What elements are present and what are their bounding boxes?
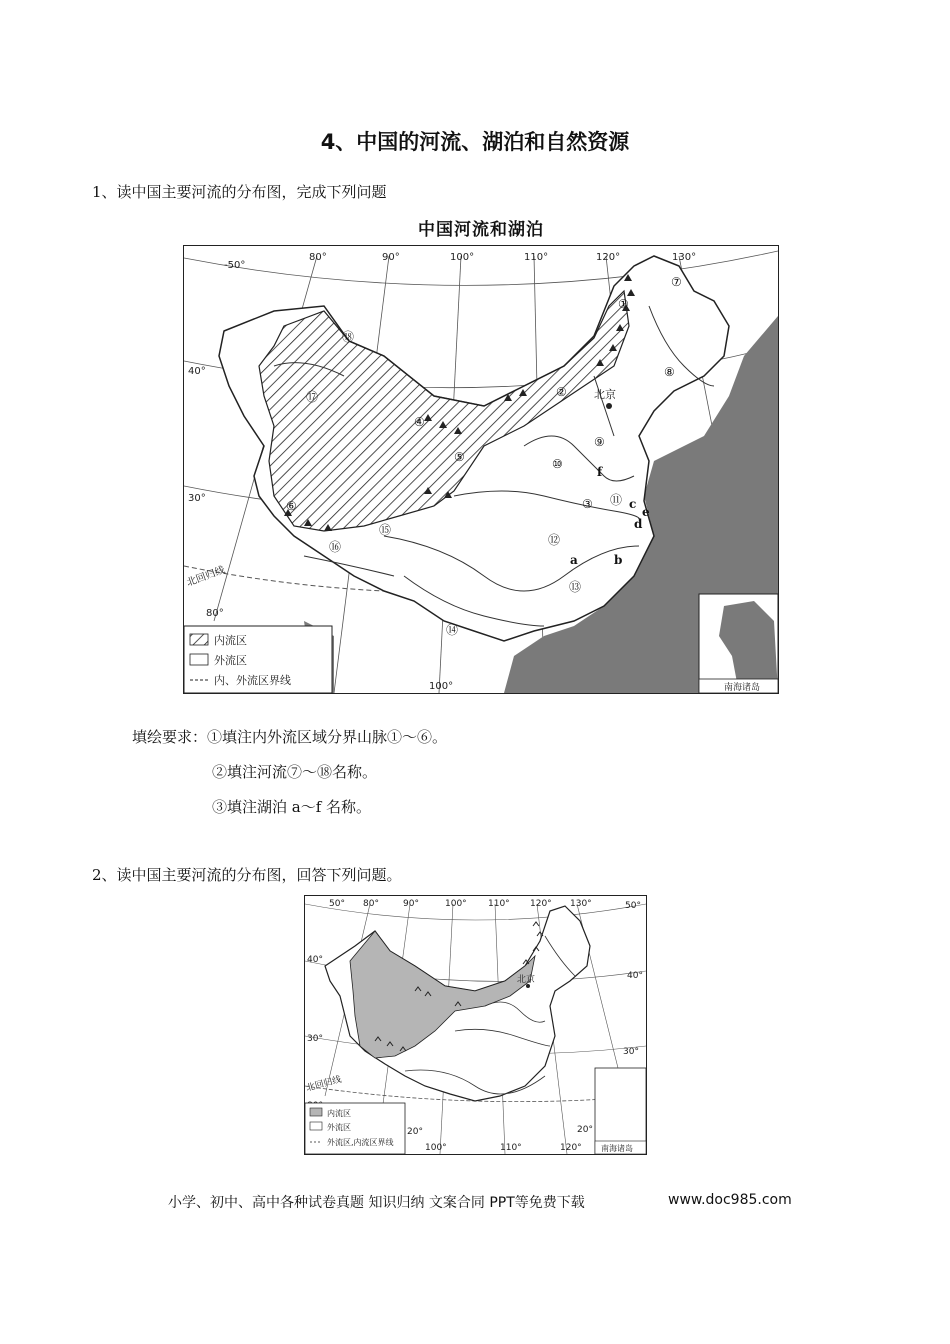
- page-title: 4、中国的河流、湖泊和自然资源: [320, 130, 630, 154]
- map-1-mark: ⑰: [306, 390, 319, 404]
- map-1-mark: ⑦: [671, 275, 682, 289]
- map-1-lake: f: [597, 465, 603, 479]
- map-2-lon-label: 110°: [500, 1143, 522, 1153]
- map-1-legend-boundary: 内、外流区界线: [214, 674, 291, 687]
- map-1-inset-label: 南海诸岛: [724, 683, 761, 693]
- question-2-text: 2、读中国主要河流的分布图，回答下列问题。: [92, 866, 402, 884]
- map-2-lat-label: 20°: [577, 1125, 593, 1135]
- map-1-mark: ⑧: [664, 365, 675, 379]
- map-1-mark: ⑯: [329, 540, 342, 554]
- requirement-item: ①填注内外流区域分界山脉①～⑥。: [207, 728, 448, 746]
- map-1-mark: ⑫: [548, 533, 561, 547]
- map-1-lon-label: 100°: [450, 252, 475, 263]
- map-2-lat-label: 40°: [627, 971, 643, 981]
- map-1-lon-label: 90°: [382, 252, 400, 263]
- map-1-mark: ⑱: [342, 330, 355, 344]
- map-1-lake: b: [614, 553, 623, 567]
- map-1-mark: ⑬: [569, 580, 582, 594]
- map-2-city-label: 北京: [517, 975, 536, 985]
- map-1-lon-label: 110°: [524, 252, 549, 263]
- map-1-mark: ⑩: [552, 457, 563, 471]
- map-2-lon-label: 100°: [445, 899, 467, 909]
- map-1-lat-label: 40°: [188, 366, 206, 377]
- map-1-mark: ⑥: [286, 499, 297, 513]
- map-2-lon-label: 110°: [488, 899, 510, 909]
- map-1-legend-outflow: 外流区: [214, 654, 247, 667]
- map-2-lat-label: 20°: [407, 1127, 423, 1137]
- map-1-mark: ③: [582, 497, 593, 511]
- map-1-lake: a: [570, 553, 578, 567]
- map-1-tropic-label: 北回归线: [185, 564, 227, 589]
- requirements-title: 填绘要求：: [132, 728, 208, 746]
- map-1-lon-label: 80°: [309, 252, 327, 263]
- map-1-mark: ⑤: [454, 450, 465, 464]
- map-1-lon-label: 100°: [429, 681, 454, 692]
- map-1-lat-label: -50°: [224, 260, 246, 271]
- map-2-lon-label: 100°: [425, 1143, 447, 1153]
- map-1: [183, 245, 779, 694]
- map-1-lat-label: 30°: [188, 493, 206, 504]
- map-2-lon-label: 90°: [403, 899, 419, 909]
- map-2-tropic-label: 北回归线: [305, 1074, 343, 1094]
- map-1-mark: ⑮: [379, 523, 392, 537]
- requirement-item: ②填注河流⑦～⑱名称。: [212, 763, 378, 781]
- map-1-drawing: [184, 246, 778, 693]
- map-1-lon-label: 120°: [596, 252, 621, 263]
- map-1-lon-label: 80°: [206, 608, 224, 619]
- map-1-city-label: 北京: [594, 388, 616, 401]
- map-2-lat-label: 50°: [329, 899, 345, 909]
- map-2-lon-label: 120°: [530, 899, 552, 909]
- map-2-lat-label: 30°: [623, 1047, 639, 1057]
- map-2-lon-label: 120°: [560, 1143, 582, 1153]
- map-1-lake: d: [634, 517, 643, 531]
- map-1-title: 中国河流和湖泊: [418, 220, 544, 240]
- map-1-mark: ④: [414, 415, 425, 429]
- map-2-lat-label: 40°: [307, 955, 323, 965]
- map-2-lon-label: 80°: [363, 899, 379, 909]
- map-1-legend-inland: 内流区: [214, 634, 247, 647]
- map-1-lake: c: [629, 497, 637, 511]
- map-1-lon-label: 130°: [672, 252, 697, 263]
- footer-text: 小学、初中、高中各种试卷真题 知识归纳 文案合同 PPT等免费下载: [168, 1195, 585, 1211]
- map-2-drawing: [305, 896, 646, 1154]
- map-2-lat-label: 50°: [625, 901, 641, 911]
- map-2-legend-inland: 内流区: [327, 1109, 351, 1118]
- map-2-legend-outflow: 外流区: [327, 1123, 351, 1132]
- map-2: [304, 895, 647, 1155]
- map-1-mark: ①: [618, 297, 629, 311]
- map-2-inset-label: 南海诸岛: [601, 1144, 633, 1153]
- question-1-text: 1、读中国主要河流的分布图，完成下列问题: [92, 183, 387, 201]
- map-1-lake: e: [642, 505, 650, 519]
- map-1-mark: ②: [556, 385, 567, 399]
- map-1-mark: ⑭: [446, 623, 459, 637]
- requirement-item: ③填注湖泊 a～f 名称。: [212, 798, 372, 816]
- map-1-mark: ⑪: [610, 493, 623, 507]
- map-2-lon-label: 130°: [570, 899, 592, 909]
- footer-url[interactable]: www.doc985.com: [668, 1192, 792, 1208]
- map-2-legend-boundary: 外流区,内流区界线: [327, 1138, 394, 1147]
- map-2-lat-label: 30°: [307, 1034, 323, 1044]
- map-1-mark: ⑨: [594, 435, 605, 449]
